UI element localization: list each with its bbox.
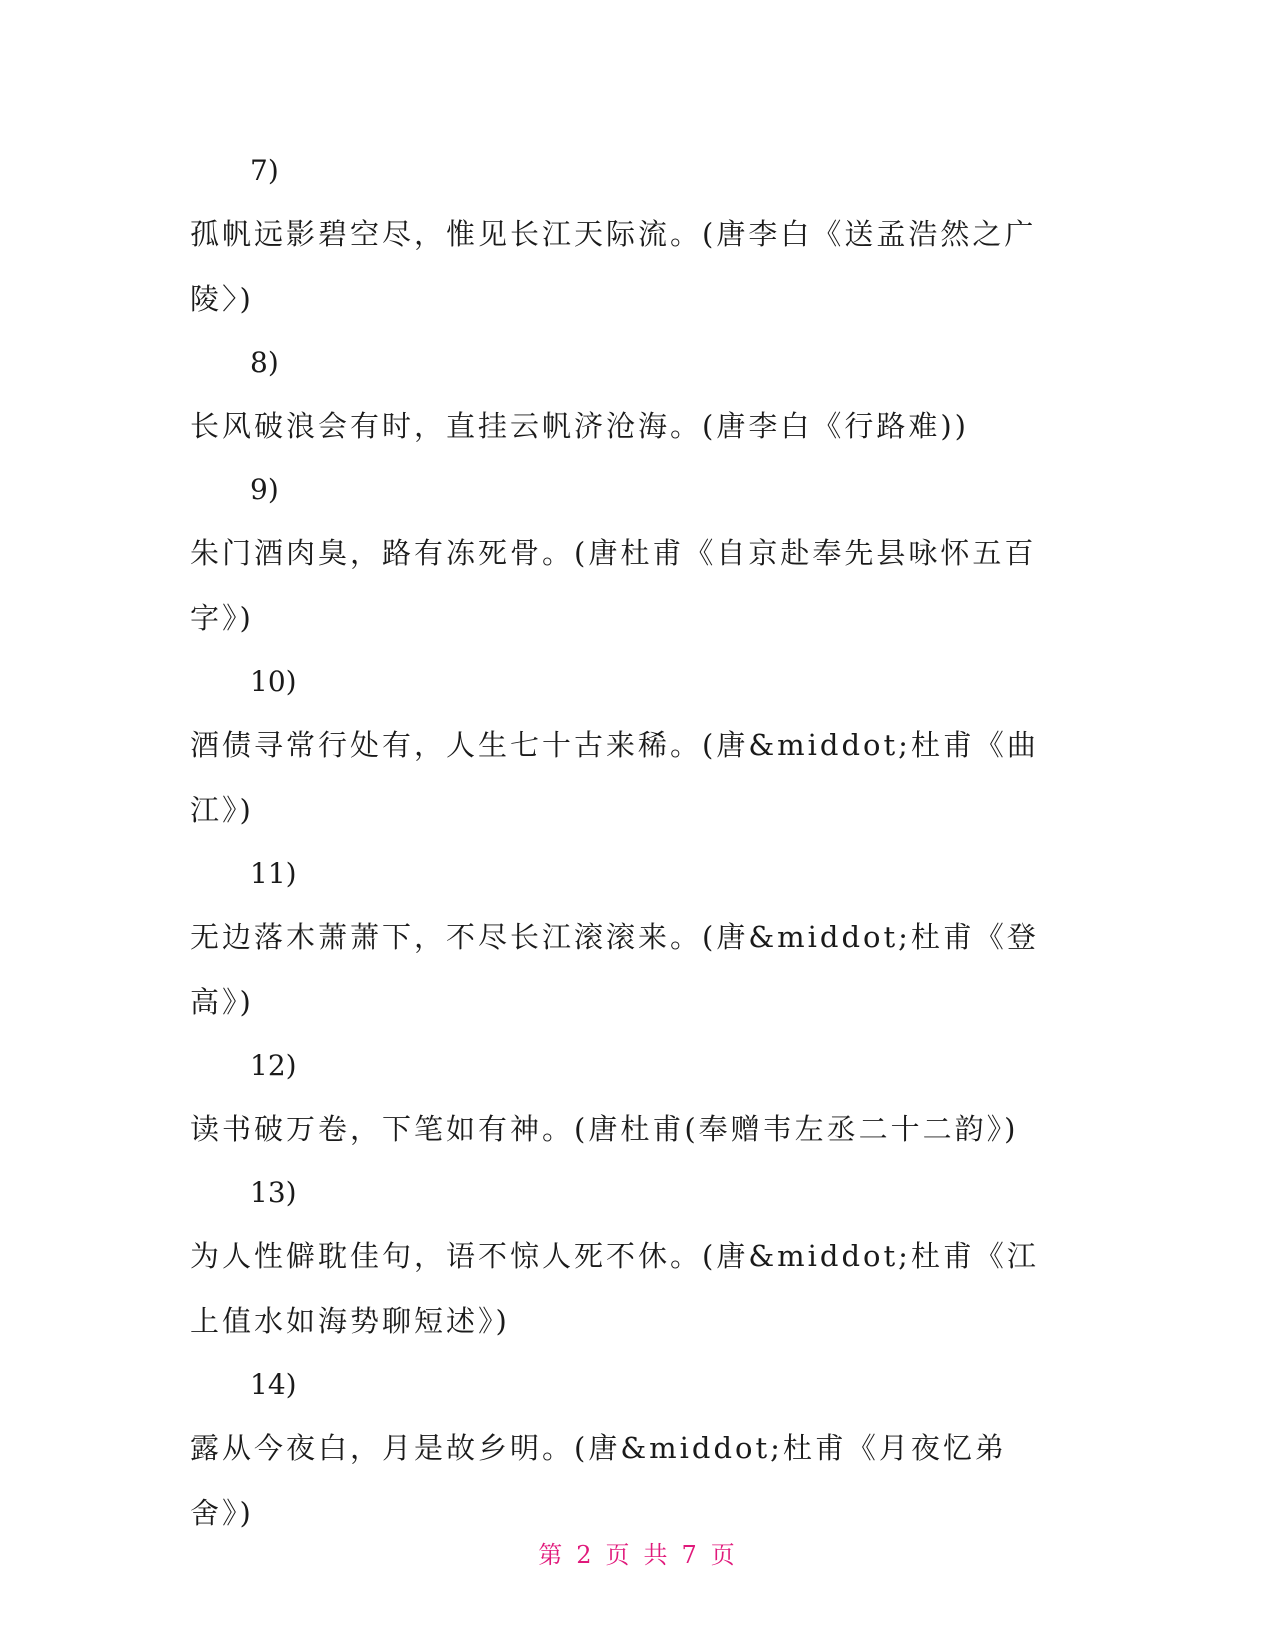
footer-total-label: 共 — [643, 1541, 670, 1569]
entry-number: 9) — [250, 473, 279, 506]
footer-total-pages: 7 — [681, 1541, 699, 1569]
entry-text: 露从今夜白，月是故乡明。(唐&middot;杜甫《月夜忆弟舍》) — [190, 1431, 1007, 1530]
footer-current-page: 2 — [576, 1541, 594, 1569]
footer-page-label: 第 — [538, 1541, 565, 1569]
entry-number: 7) — [250, 154, 279, 187]
entry-text: 孤帆远影碧空尽，惟见长江天际流。(唐李白《送孟浩然之广陵〉) — [190, 217, 1037, 316]
page-footer — [0, 1535, 1275, 1570]
entry-text: 朱门酒肉臭，路有冻死骨。(唐杜甫《自京赴奉先县咏怀五百字》) — [190, 536, 1037, 635]
entry-number: 8) — [250, 346, 279, 379]
footer-total-unit: 页 — [710, 1541, 737, 1569]
entry-text: 酒债寻常行处有，人生七十古来稀。(唐&middot;杜甫《曲江》) — [190, 728, 1039, 827]
entry-text: 无边落木萧萧下，不尽长江滚滚来。(唐&middot;杜甫《登高》) — [190, 920, 1039, 1019]
entry-number: 11) — [250, 857, 297, 890]
entry-number: 14) — [250, 1368, 297, 1401]
entry-number: 12) — [250, 1049, 297, 1082]
entry-number: 10) — [250, 665, 297, 698]
poem-list — [190, 140, 1090, 1546]
entry-number: 13) — [250, 1176, 297, 1209]
entry-text: 长风破浪会有时，直挂云帆济沧海。(唐李白《行路难)) — [190, 409, 969, 443]
entry-text: 读书破万卷，下笔如有神。(唐杜甫(奉赠韦左丞二十二韵》) — [190, 1112, 1019, 1146]
footer-page-unit: 页 — [605, 1541, 632, 1569]
entry-text: 为人性僻耽佳句，语不惊人死不休。(唐&middot;杜甫《江上值水如海势聊短述》) — [190, 1239, 1039, 1338]
